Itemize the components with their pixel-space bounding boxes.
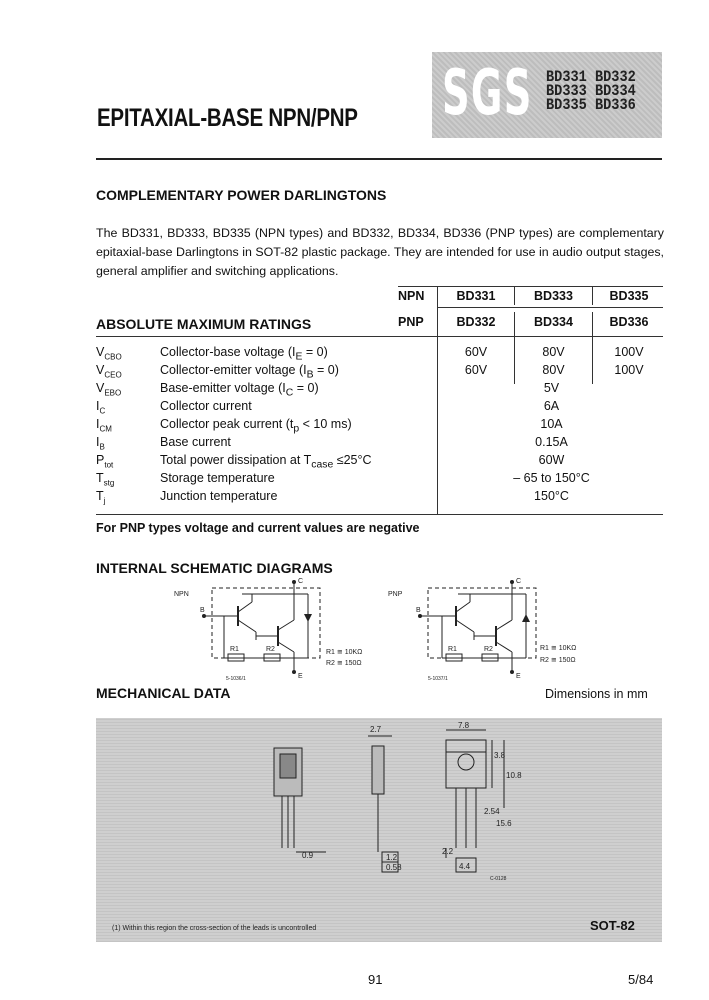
row-symbol: $P_{tot}$ xyxy=(96,453,114,470)
row-value: 150°C xyxy=(534,489,569,503)
row-value: 60V xyxy=(464,345,488,359)
pnp-r2-value: R2 ≅ 150Ω xyxy=(540,657,576,664)
part-line-1: BD331 BD332 xyxy=(546,68,636,86)
dim-hole: 3.8 xyxy=(494,751,506,760)
row-symbol: $I_C$ xyxy=(96,399,106,416)
row-value: 80V xyxy=(542,363,565,377)
part-line-3: BD335 BD336 xyxy=(546,96,636,114)
row-symbol: $T_{stg}$ xyxy=(96,471,115,488)
dim-pitch: 2.54 xyxy=(484,807,500,816)
dim-lead-length: 15.6 xyxy=(496,819,512,828)
pnp-type-1: BD332 xyxy=(456,315,496,329)
pnp-label: PNP xyxy=(398,315,424,329)
row-value: 100V xyxy=(614,363,644,377)
part-numbers xyxy=(546,70,640,112)
row-symbol: $T_j$ xyxy=(96,489,106,506)
row-description: Collector-emitter voltage $(I_B = 0)$ xyxy=(160,363,339,381)
dim-lead-thickness: 1.2 xyxy=(386,853,398,862)
npn-diode xyxy=(304,614,312,622)
sgs-logo: SGS xyxy=(442,56,533,129)
page-number: 91 xyxy=(368,972,383,987)
npn-r2-label: R2 xyxy=(266,646,275,653)
row-description: Collector current xyxy=(160,399,252,413)
drawing-code: C-0128 xyxy=(490,876,507,882)
dim-spacing: 2.2 xyxy=(442,847,454,856)
units-label: Dimensions in mm xyxy=(545,687,648,701)
row-value: 100V xyxy=(614,345,644,359)
pnp-package-outline xyxy=(428,588,536,658)
pnp-pin-e: E xyxy=(516,673,521,680)
row-description: Total power dissipation at $T_{case} \le 25^\circ C$ xyxy=(160,453,372,471)
ratings-heading: ABSOLUTE MAXIMUM RATINGS xyxy=(96,316,312,332)
table-vline-pnp-2 xyxy=(592,312,593,384)
dim-body-height: 10.8 xyxy=(506,771,522,780)
row-description: Base-emitter voltage $(I_C = 0)$ xyxy=(160,381,319,399)
pnp-note: For PNP types voltage and current values are negative xyxy=(96,521,420,535)
pnp-diode xyxy=(522,614,530,622)
row-symbol: $V_{EBO}$ xyxy=(96,381,122,398)
npn-pin-c: C xyxy=(298,578,304,585)
table-vline-main xyxy=(437,287,438,515)
package-side-view xyxy=(372,746,384,794)
npn-r1-label: R1 xyxy=(230,646,239,653)
schematic-heading: INTERNAL SCHEMATIC DIAGRAMS xyxy=(96,560,333,576)
npn-code: 5-1036/1 xyxy=(226,676,246,682)
header-divider xyxy=(96,158,662,160)
part-line-2: BD333 BD334 xyxy=(546,82,636,100)
pnp-pin-b: B xyxy=(416,607,421,614)
npn-r2-value: R2 ≅ 150Ω xyxy=(326,660,362,667)
table-bottom-rule xyxy=(96,514,663,515)
table-vline-pnp-1 xyxy=(514,312,515,384)
pnp-label: PNP xyxy=(388,591,403,598)
row-value: 60V xyxy=(464,363,488,377)
npn-label: NPN xyxy=(398,289,425,303)
row-symbol: $I_B$ xyxy=(96,435,105,452)
row-description: Collector-base voltage $(I_E = 0)$ xyxy=(160,345,328,363)
row-description: Collector peak current ($t_p < 10$ ms) xyxy=(160,417,352,435)
pnp-pin-c: C xyxy=(516,578,522,585)
table-vline-npn-1 xyxy=(514,287,515,305)
row-symbol: $I_{CM}$ xyxy=(96,417,112,434)
npn-type-3: BD335 xyxy=(609,289,649,303)
pnp-type-3: BD336 xyxy=(609,315,649,329)
row-value: 0.15A xyxy=(535,435,568,449)
mechanical-heading: MECHANICAL DATA xyxy=(96,685,231,701)
table-header-rule xyxy=(96,336,663,337)
row-symbol: $V_{CBO}$ xyxy=(96,345,122,362)
npn-type-2: BD333 xyxy=(534,289,573,303)
subtitle: COMPLEMENTARY POWER DARLINGTONS xyxy=(96,187,387,203)
row-value: – 65 to 150°C xyxy=(513,471,590,485)
npn-r1-value: R1 ≅ 10KΩ xyxy=(326,649,363,656)
row-value: 5V xyxy=(543,381,560,395)
row-value: 80V xyxy=(542,345,565,359)
dim-lead-width: 0.9 xyxy=(302,851,314,860)
page-title: EPITAXIAL-BASE NPN/PNP xyxy=(97,104,358,132)
row-symbol: $V_{CEO}$ xyxy=(96,363,122,380)
package-back-view xyxy=(446,740,486,788)
issue-date: 5/84 xyxy=(628,972,654,987)
npn-label: NPN xyxy=(174,591,189,598)
intro-paragraph: The BD331, BD333, BD335 (NPN types) and BD332, BD334, BD336 (PNP types) are complementary epitaxial-base Darlingtons in SOT-82 plastic package. They are intended for use in audio output stages, general amplifier and switching applications. xyxy=(96,226,664,278)
dim-lead-span: 4.4 xyxy=(459,862,471,871)
dim-thickness: 2.7 xyxy=(370,725,382,734)
npn-pin-e: E xyxy=(298,673,303,680)
pnp-r1-label: R1 xyxy=(448,646,457,653)
pnp-type-2: BD334 xyxy=(534,315,573,329)
row-description: Storage temperature xyxy=(160,471,275,485)
mechanical-drawing xyxy=(96,718,662,942)
pnp-r1-value: R1 ≅ 10KΩ xyxy=(540,645,577,652)
table-mid-rule xyxy=(437,307,663,308)
table-vline-npn-2 xyxy=(592,287,593,305)
package-name: SOT-82 xyxy=(590,918,635,933)
row-value: 6A xyxy=(543,399,560,413)
row-description: Base current xyxy=(160,435,231,449)
row-description: Junction temperature xyxy=(160,489,278,503)
npn-type-1: BD331 xyxy=(456,289,496,303)
dim-width: 7.8 xyxy=(458,721,470,730)
dim-lead-thickness-min: 0.58 xyxy=(386,863,402,872)
npn-pin-b: B xyxy=(200,607,205,614)
row-value: 10A xyxy=(540,417,563,431)
pnp-code: 5-1037/1 xyxy=(428,676,448,682)
row-value: 60W xyxy=(538,453,565,467)
pnp-r2-label: R2 xyxy=(484,646,493,653)
mechanical-note: (1) Within this region the cross-section of the leads is uncontrolled xyxy=(112,925,317,932)
schematic-diagrams xyxy=(160,574,577,684)
